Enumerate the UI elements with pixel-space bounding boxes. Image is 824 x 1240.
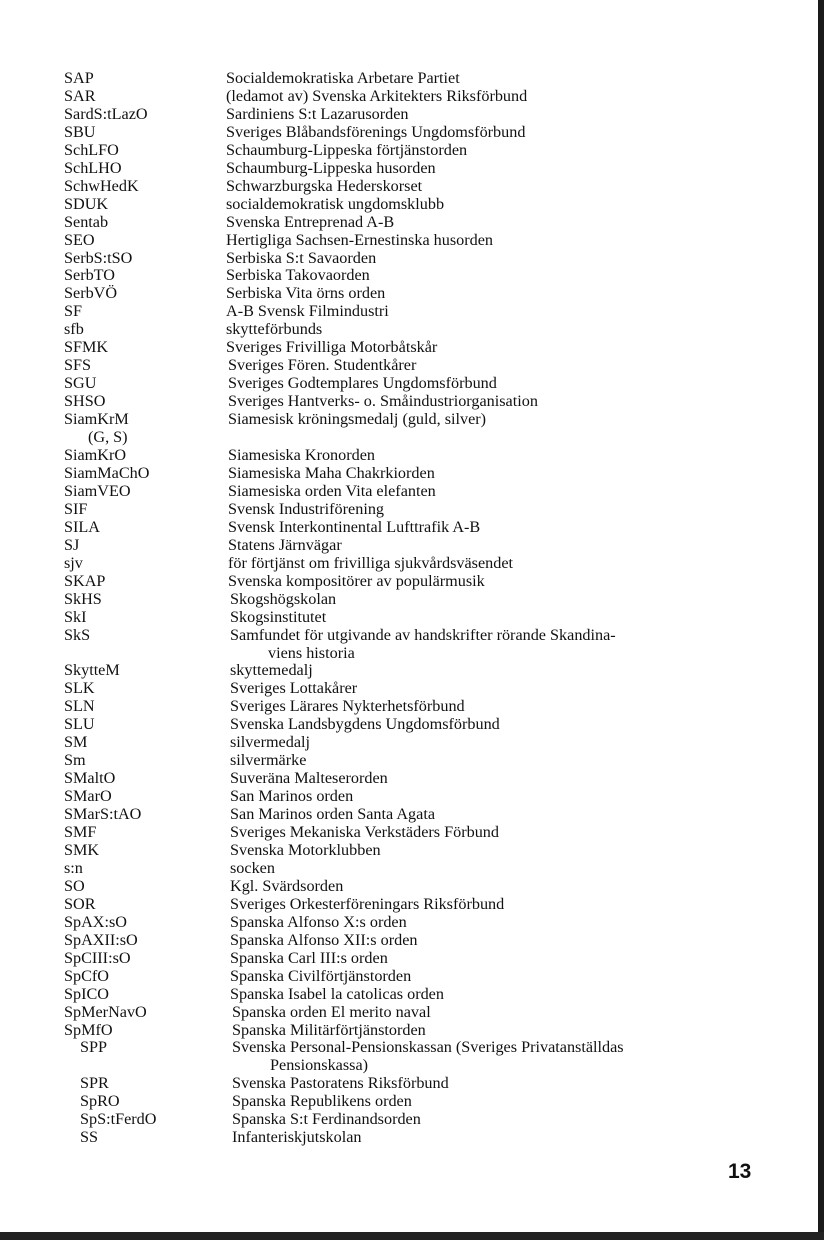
entry-row [0, 357, 818, 375]
entry-abbreviation: SiamKrO [64, 446, 127, 465]
entry-row [0, 680, 818, 698]
entry-definition [230, 950, 818, 968]
entry-row [0, 627, 818, 663]
entry-abbreviation: SpICO [64, 984, 109, 1003]
entry-row [0, 519, 818, 537]
entry-abbreviation: SLN [64, 697, 95, 716]
entry-abbreviation: SAR [64, 86, 96, 105]
entry-abbreviation: Sm [64, 751, 86, 770]
entry-definition-text: A-B Svensk Filmindustri [226, 302, 389, 321]
entry-abbreviation: SIF [64, 499, 88, 518]
entry-definition-text: Spanska Republikens orden [232, 1092, 412, 1111]
entry-definition-text: Sveriges Fören. Studentkårer [228, 356, 417, 375]
entry-definition-text: Siamesiska orden Vita elefanten [228, 481, 436, 500]
entry-row [0, 106, 818, 124]
entry-definition [230, 842, 818, 860]
entry-abbreviation: SMF [64, 823, 97, 842]
entry-abbreviation: s:n [64, 858, 83, 877]
entry-definition [226, 214, 818, 232]
entry-abbreviation: SFS [64, 356, 92, 375]
entry-abbreviation: SpRO [80, 1092, 120, 1111]
entry-definition [230, 914, 818, 932]
entry-definition [228, 357, 818, 375]
entry-definition [226, 250, 818, 268]
entry-row [0, 303, 818, 321]
entry-definition-text: socialdemokratisk ungdomsklubb [226, 194, 445, 213]
entry-definition-text: Skogsinstitutet [230, 607, 327, 626]
entry-abbreviation: SerbVÖ [64, 284, 118, 303]
entry-row [0, 393, 818, 411]
entry-definition [226, 339, 818, 357]
entry-definition [232, 1111, 818, 1129]
entry-definition [232, 1093, 818, 1111]
entry-definition-text: för förtjänst om frivilliga sjukvårdsväsendet [228, 553, 514, 572]
entry-definition [228, 573, 818, 591]
entry-abbreviation: SAP [64, 69, 94, 87]
entry-definition [226, 124, 818, 142]
entry-definition [230, 698, 818, 716]
entry-row [0, 968, 818, 986]
entry-definition [230, 752, 818, 770]
entry-definition [232, 1022, 818, 1040]
entry-definition [230, 806, 818, 824]
entry-abbreviation: SkS [64, 625, 91, 644]
entry-definition-text: Svensk Industriförening [228, 499, 385, 518]
entry-definition-text: Sveriges Lärares Nykterhetsförbund [230, 697, 465, 716]
entry-definition-text: San Marinos orden Santa Agata [230, 805, 435, 824]
entry-row [0, 555, 818, 573]
entry-definition-text: Svenska Personal-Pensionskassan (Sveriges Privatanställdas [232, 1038, 624, 1057]
entry-row [0, 914, 818, 932]
entry-definition-text: Spanska orden El merito naval [232, 1002, 431, 1021]
entry-row [0, 267, 818, 285]
entry-row [0, 214, 818, 232]
entry-definition [228, 555, 818, 573]
entry-definition [230, 932, 818, 950]
entry-row [0, 662, 818, 680]
entry-row [0, 501, 818, 519]
entry-definition-text: Serbiska Takovaorden [226, 266, 370, 285]
entry-definition [230, 609, 818, 627]
entry-definition-text: silvermärke [230, 751, 307, 770]
entry-definition-text: Suveräna Malteserorden [230, 769, 388, 788]
entry-definition [228, 465, 818, 483]
entry-row [0, 932, 818, 950]
entry-row [0, 447, 818, 465]
entry-definition-text: Sardiniens S:t Lazarusorden [226, 104, 409, 123]
entry-definition-text: Infanteriskjutskolan [232, 1128, 362, 1147]
entry-abbreviation: SJ [64, 535, 80, 554]
entry-row [0, 178, 818, 196]
entry-abbreviation: SILA [64, 517, 100, 536]
entry-row [0, 573, 818, 591]
entry-definition [226, 303, 818, 321]
entry-definition-text: Spanska Alfonso XII:s orden [230, 930, 418, 949]
entry-row [0, 950, 818, 968]
entry-row [0, 860, 818, 878]
entry-abbreviation: SpAXII:sO [64, 930, 138, 949]
entry-definition-text: Socialdemokratiska Arbetare Partiet [226, 69, 460, 87]
entry-abbreviation: SardS:tLazO [64, 104, 148, 123]
entry-abbreviation: SLU [64, 715, 95, 734]
entry-definition [232, 1129, 818, 1147]
entry-definition [228, 483, 818, 501]
entry-definition-text: Schaumburg-Lippeska förtjänstorden [226, 140, 468, 159]
entry-definition [226, 178, 818, 196]
entry-definition-text: Svenska Landsbygdens Ungdomsförbund [230, 715, 500, 734]
entry-abbreviation: SkytteM [64, 661, 120, 680]
entry-definition [228, 393, 818, 411]
entry-row [0, 609, 818, 627]
entry-definition-text: Siamesisk kröningsmedalj (guld, silver) [228, 410, 487, 429]
entry-definition-text: Spanska Militärförtjänstorden [232, 1020, 426, 1039]
entry-row [0, 250, 818, 268]
entry-definition-text: Sveriges Lottakårer [230, 679, 358, 698]
entry-definition [232, 1004, 818, 1022]
entry-definition-text: skytteförbunds [226, 320, 323, 339]
entry-definition [232, 1075, 818, 1093]
entry-definition [226, 70, 818, 88]
entry-abbreviation: SLK [64, 679, 95, 698]
entry-row [0, 339, 818, 357]
entry-abbreviation: SBU [64, 122, 96, 141]
entry-row [0, 232, 818, 250]
entry-definition-text: Sveriges Frivilliga Motorbåtskår [226, 338, 438, 357]
entry-definition [230, 824, 818, 842]
entry-definition [230, 770, 818, 788]
entry-definition [230, 878, 818, 896]
entry-definition-text: Sveriges Blåbandsförenings Ungdomsförbund [226, 122, 526, 141]
entry-definition-text: Serbiska S:t Savaorden [226, 248, 377, 267]
entry-row [0, 1111, 818, 1129]
entry-row [0, 285, 818, 303]
entry-abbreviation: SMarO [64, 787, 112, 806]
entry-definition-text: Schwarzburgska Hederskorset [226, 176, 423, 195]
entry-row [0, 1129, 818, 1147]
entry-definition [226, 142, 818, 160]
entry-row [0, 70, 818, 88]
entry-abbreviation: SGU [64, 374, 97, 393]
entry-definition-text: Samfundet för utgivande av handskrifter rörande Skandina- [230, 625, 616, 644]
entry-definition-text: silvermedalj [230, 733, 311, 752]
entry-definition-text: (ledamot av) Svenska Arkitekters Riksförbund [226, 86, 528, 105]
entry-abbreviation: SchLFO [64, 140, 119, 159]
entry-definition-text: Skogshögskolan [230, 589, 337, 608]
entry-definition [228, 411, 818, 429]
entry-definition-text: Spanska S:t Ferdinandsorden [232, 1110, 421, 1129]
entry-definition [230, 788, 818, 806]
entry-definition-text: Sveriges Godtemplares Ungdomsförbund [228, 374, 497, 393]
entry-definition [230, 662, 818, 680]
entry-abbreviation: (G, S) [88, 428, 128, 447]
entry-row [0, 716, 818, 734]
entry-definition-text: Spanska Civilförtjänstorden [230, 966, 412, 985]
entry-definition [226, 88, 818, 106]
entry-definition-text: Spanska Isabel la catolicas orden [230, 984, 444, 1003]
entry-definition [230, 734, 818, 752]
entry-row [0, 896, 818, 914]
entry-abbreviation: SiamMaChO [64, 463, 150, 482]
entry-definition [228, 447, 818, 465]
entry-abbreviation: SpMfO [64, 1020, 113, 1039]
scan-edge-right [818, 0, 824, 1240]
entry-definition-continuation: viens historia [268, 643, 355, 662]
entry-row [0, 1022, 818, 1040]
entry-definition-text: Svenska Entreprenad A-B [226, 212, 395, 231]
entry-abbreviation: SS [80, 1128, 99, 1147]
entry-abbreviation: SMK [64, 840, 100, 859]
entry-definition [226, 106, 818, 124]
entry-abbreviation: SchLHO [64, 158, 122, 177]
page-number: 13 [728, 1160, 752, 1183]
entry-row [0, 142, 818, 160]
entry-definition [230, 986, 818, 1004]
entry-definition [226, 267, 818, 285]
entry-row [0, 986, 818, 1004]
scan-edge-bottom [0, 1232, 824, 1240]
entry-definition [230, 716, 818, 734]
entry-abbreviation: SOR [64, 894, 96, 913]
entry-definition [230, 591, 818, 609]
entry-row [0, 1039, 818, 1075]
entry-row [0, 788, 818, 806]
entry-definition-text: Svenska kompositörer av populärmusik [228, 571, 485, 590]
entry-row [0, 429, 818, 447]
entry-abbreviation: sfb [64, 320, 84, 339]
entry-row [0, 752, 818, 770]
entry-row [0, 1093, 818, 1111]
entry-definition-text: Siamesiska Maha Chakrkiorden [228, 463, 435, 482]
entry-abbreviation: SKAP [64, 571, 106, 590]
entry-definition-text: Kgl. Svärdsorden [230, 876, 344, 895]
entry-row [0, 375, 818, 393]
entry-row [0, 88, 818, 106]
entry-abbreviation: sjv [64, 553, 83, 572]
entry-abbreviation: SF [64, 302, 83, 321]
entry-abbreviation: SpAX:sO [64, 912, 127, 931]
entry-abbreviation: SDUK [64, 194, 109, 213]
entry-abbreviation: SerbTO [64, 266, 115, 285]
entry-abbreviation: SPP [80, 1038, 108, 1057]
entry-row [0, 698, 818, 716]
entry-abbreviation: Sentab [64, 212, 109, 231]
entry-abbreviation: SkHS [64, 589, 102, 608]
entry-row [0, 1075, 818, 1093]
entry-definition-text: Sveriges Orkesterföreningars Riksförbund [230, 894, 505, 913]
entry-definition [228, 537, 818, 555]
entry-abbreviation: SiamKrM [64, 410, 129, 429]
entry-definition [230, 627, 818, 663]
entry-definition-text: Sveriges Hantverks- o. Småindustriorganisation [228, 392, 538, 411]
abbreviation-list [0, 70, 818, 1147]
entry-definition [228, 519, 818, 537]
entry-row [0, 770, 818, 788]
entry-definition [230, 680, 818, 698]
entry-definition [228, 501, 818, 519]
entry-row [0, 124, 818, 142]
entry-row [0, 537, 818, 555]
entry-abbreviation: SPR [80, 1074, 109, 1093]
entry-row [0, 321, 818, 339]
entry-definition [226, 160, 818, 178]
entry-abbreviation: SM [64, 733, 88, 752]
entry-row [0, 824, 818, 842]
entry-abbreviation: SchwHedK [64, 176, 139, 195]
entry-row [0, 842, 818, 860]
entry-definition [226, 321, 818, 339]
entry-definition [230, 896, 818, 914]
entry-definition [226, 285, 818, 303]
entry-abbreviation: SpCfO [64, 966, 109, 985]
entry-definition [230, 860, 818, 878]
entry-row [0, 196, 818, 214]
entry-definition-text: skyttemedalj [230, 661, 313, 680]
entry-abbreviation: SpS:tFerdO [80, 1110, 157, 1129]
entry-definition-text: Hertigliga Sachsen-Ernestinska husorden [226, 230, 494, 249]
entry-abbreviation: SiamVEO [64, 481, 131, 500]
entry-definition [230, 968, 818, 986]
entry-definition-text: Spanska Alfonso X:s orden [230, 912, 407, 931]
entry-abbreviation: SMarS:tAO [64, 805, 142, 824]
entry-definition-text: Siamesiska Kronorden [228, 446, 376, 465]
entry-abbreviation: SMaltO [64, 769, 116, 788]
entry-definition-text: Spanska Carl III:s orden [230, 948, 388, 967]
entry-abbreviation: SFMK [64, 338, 109, 357]
entry-row [0, 878, 818, 896]
entry-definition-text: Statens Järnvägar [228, 535, 342, 554]
entry-row [0, 806, 818, 824]
entry-definition-continuation: Pensionskassa) [270, 1056, 369, 1075]
entry-definition-text: Sveriges Mekaniska Verkstäders Förbund [230, 823, 499, 842]
entry-definition [226, 196, 818, 214]
entry-definition-text: Svensk Interkontinental Lufttrafik A-B [228, 517, 481, 536]
entry-definition-text: Svenska Motorklubben [230, 840, 381, 859]
entry-abbreviation: SHSO [64, 392, 106, 411]
entry-definition-text: socken [230, 858, 275, 877]
entry-abbreviation: SkI [64, 607, 87, 626]
entry-row [0, 734, 818, 752]
entry-definition [232, 1039, 818, 1075]
entry-row [0, 591, 818, 609]
entry-definition-text: Schaumburg-Lippeska husorden [226, 158, 436, 177]
entry-row [0, 1004, 818, 1022]
entry-abbreviation: SerbS:tSO [64, 248, 133, 267]
entry-abbreviation: SpMerNavO [64, 1002, 147, 1021]
entry-definition-text: Serbiska Vita örns orden [226, 284, 386, 303]
entry-definition [228, 429, 818, 447]
entry-row [0, 483, 818, 501]
entry-abbreviation: SpCIII:sO [64, 948, 131, 967]
entry-row [0, 465, 818, 483]
entry-abbreviation: SO [64, 876, 85, 895]
entry-definition [228, 375, 818, 393]
entry-definition-text: Svenska Pastoratens Riksförbund [232, 1074, 449, 1093]
entry-definition-text: San Marinos orden [230, 787, 354, 806]
entry-row [0, 160, 818, 178]
entry-definition [226, 232, 818, 250]
entry-row [0, 411, 818, 429]
entry-abbreviation: SEO [64, 230, 95, 249]
